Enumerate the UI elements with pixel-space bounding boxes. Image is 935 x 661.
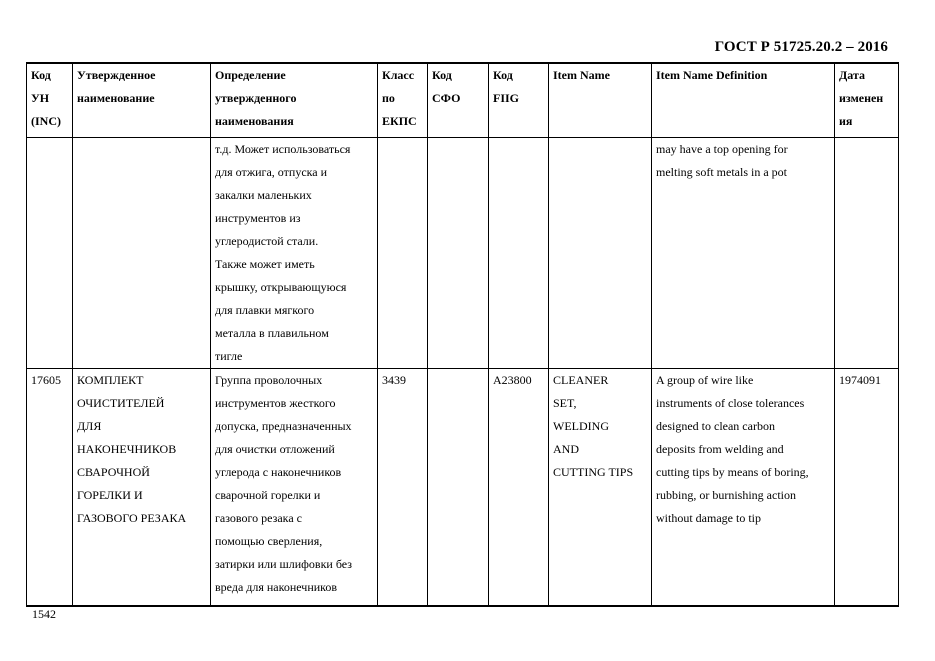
table-row [27,138,899,369]
cell-approved-name [73,138,211,369]
col-header-approved-name: Утвержденное наименование [73,63,211,138]
col-header-item-name: Item Name [549,63,652,138]
col-header-fiig-code: Код FIIG [489,63,549,138]
table-header-row [27,63,899,138]
cell-fiig-code [489,138,549,369]
cell-approved-name: КОМПЛЕКТ ОЧИСТИТЕЛЕЙ ДЛЯ НАКОНЕЧНИКОВ СВАРОЧНОЙ ГОРЕЛКИ И ГАЗОВОГО РЕЗАКА [73,369,211,607]
cell-sfo-code [428,369,489,607]
cell-item-name-definition: A group of wire like instruments of close tolerances designed to clean carbon deposits from welding and cutting tips by means of boring, rubbing, or burnishing action without damage to tip [652,369,835,607]
cell-ekps-class: 3439 [378,369,428,607]
cell-sfo-code [428,138,489,369]
cell-inc [27,138,73,369]
cell-change-date [835,138,899,369]
col-header-ekps-class: Класс по ЕКПС [378,63,428,138]
col-header-item-name-definition: Item Name Definition [652,63,835,138]
standard-designation: ГОСТ Р 51725.20.2 – 2016 [714,39,888,55]
col-header-definition: Определение утвержденного наименования [211,63,378,138]
nomenclature-table [26,62,899,607]
cell-item-name [549,138,652,369]
cell-item-name: CLEANER SET, WELDING AND CUTTING TIPS [549,369,652,607]
cell-fiig-code: A23800 [489,369,549,607]
col-header-inc: Код УН (INC) [27,63,73,138]
cell-inc: 17605 [27,369,73,607]
cell-definition-ru: т.д. Может использоваться для отжига, отпуска и закалки маленьких инструментов из углеродистой стали. Также может иметь крышку, открывающуюся для плавки мягкого металла в плавильном тигле [211,138,378,369]
cell-ekps-class [378,138,428,369]
col-header-change-date: Дата изменен ия [835,63,899,138]
cell-item-name-definition: may have a top opening for melting soft metals in a pot [652,138,835,369]
cell-definition-ru: Группа проволочных инструментов жесткого допуска, предназначенных для очистки отложений углерода с наконечников сварочной горелки и газового резака с помощью сверления, затирки или шлифовки без вреда для наконечников [211,369,378,607]
table-row [27,369,899,607]
cell-change-date: 1974091 [835,369,899,607]
col-header-sfo-code: Код СФО [428,63,489,138]
page-number: 1542 [32,607,56,621]
